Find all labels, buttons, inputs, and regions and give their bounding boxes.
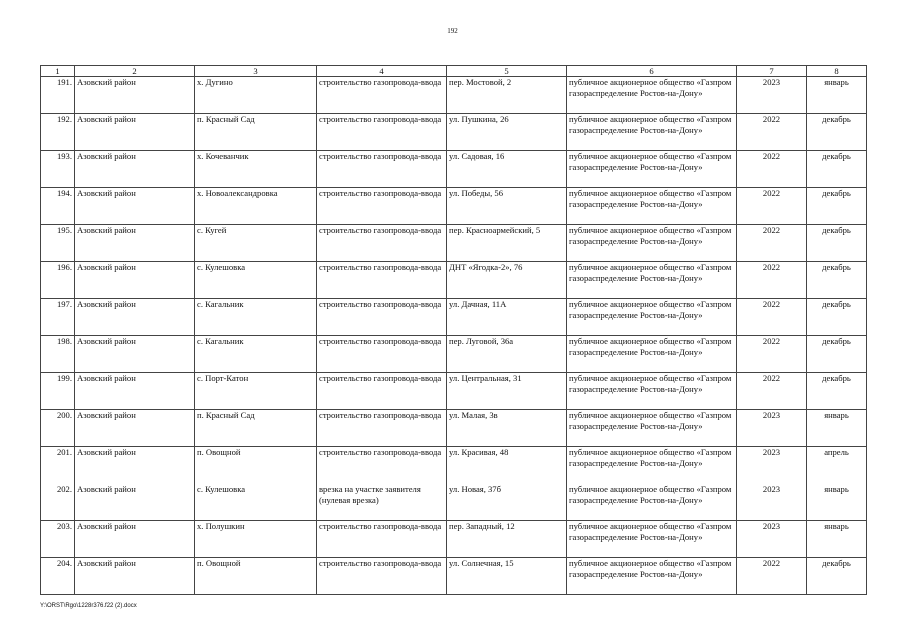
district-cell: Азовский район (75, 484, 195, 521)
table-row (41, 336, 867, 373)
table-row (41, 188, 867, 225)
settlement-cell: с. Кугей (195, 225, 317, 262)
settlement-cell: х. Кочеванчик (195, 151, 317, 188)
settlement-cell: с. Порт-Катон (195, 373, 317, 410)
month-cell: январь (807, 484, 867, 521)
work-type-cell: строительство газопровода-ввода (317, 558, 447, 595)
column-number-row (41, 66, 867, 77)
file-path-footer: Y:\ORST\Rgo\1228r376.f22 (2).docx (40, 603, 137, 609)
work-type-cell: строительство газопровода-ввода (317, 410, 447, 447)
row-number: 199. (41, 373, 75, 410)
year-cell: 2022 (737, 336, 807, 373)
district-cell: Азовский район (75, 558, 195, 595)
year-cell: 2023 (737, 484, 807, 521)
month-cell: декабрь (807, 225, 867, 262)
year-cell: 2022 (737, 151, 807, 188)
row-number: 193. (41, 151, 75, 188)
work-type-cell: строительство газопровода-ввода (317, 299, 447, 336)
row-number: 200. (41, 410, 75, 447)
work-type-cell: строительство газопровода-ввода (317, 77, 447, 114)
organization-cell: публичное акционерное общество «Газпром газораспределение Ростов-на-Дону» (567, 114, 737, 151)
settlement-cell: х. Новоалександровка (195, 188, 317, 225)
district-cell: Азовский район (75, 410, 195, 447)
row-number: 202. (41, 484, 75, 521)
settlement-cell: п. Красный Сад (195, 410, 317, 447)
address-cell: пер. Красноармейский, 5 (447, 225, 567, 262)
table-row (41, 262, 867, 299)
address-cell: пер. Луговой, 36а (447, 336, 567, 373)
month-cell: апрель (807, 447, 867, 484)
organization-cell: публичное акционерное общество «Газпром газораспределение Ростов-на-Дону» (567, 77, 737, 114)
work-type-cell: строительство газопровода-ввода (317, 521, 447, 558)
column-header: 2 (75, 66, 195, 77)
row-number: 198. (41, 336, 75, 373)
organization-cell: публичное акционерное общество «Газпром газораспределение Ростов-на-Дону» (567, 188, 737, 225)
district-cell: Азовский район (75, 77, 195, 114)
district-cell: Азовский район (75, 151, 195, 188)
district-cell: Азовский район (75, 299, 195, 336)
organization-cell: публичное акционерное общество «Газпром газораспределение Ростов-на-Дону» (567, 225, 737, 262)
settlement-cell: х. Дугино (195, 77, 317, 114)
district-cell: Азовский район (75, 114, 195, 151)
district-cell: Азовский район (75, 225, 195, 262)
row-number: 196. (41, 262, 75, 299)
column-header: 1 (41, 66, 75, 77)
month-cell: декабрь (807, 336, 867, 373)
row-number: 203. (41, 521, 75, 558)
district-cell: Азовский район (75, 188, 195, 225)
row-number: 204. (41, 558, 75, 595)
table-row (41, 225, 867, 262)
work-type-cell: строительство газопровода-ввода (317, 225, 447, 262)
year-cell: 2023 (737, 77, 807, 114)
organization-cell: публичное акционерное общество «Газпром газораспределение Ростов-на-Дону» (567, 410, 737, 447)
year-cell: 2023 (737, 447, 807, 484)
row-number: 194. (41, 188, 75, 225)
column-header: 8 (807, 66, 867, 77)
month-cell: январь (807, 410, 867, 447)
column-header: 5 (447, 66, 567, 77)
district-cell: Азовский район (75, 521, 195, 558)
address-cell: пер. Мостовой, 2 (447, 77, 567, 114)
address-cell: ДНТ «Ягодка-2», 76 (447, 262, 567, 299)
year-cell: 2022 (737, 373, 807, 410)
month-cell: декабрь (807, 558, 867, 595)
month-cell: декабрь (807, 299, 867, 336)
address-cell: ул. Пушкина, 26 (447, 114, 567, 151)
address-cell: ул. Победы, 56 (447, 188, 567, 225)
settlement-cell: с. Кулешовка (195, 484, 317, 521)
row-number: 192. (41, 114, 75, 151)
year-cell: 2022 (737, 262, 807, 299)
row-number: 201. (41, 447, 75, 484)
settlement-cell: х. Полушкин (195, 521, 317, 558)
address-cell: пер. Западный, 12 (447, 521, 567, 558)
year-cell: 2022 (737, 114, 807, 151)
district-cell: Азовский район (75, 373, 195, 410)
work-type-cell: строительство газопровода-ввода (317, 262, 447, 299)
register-table (40, 65, 867, 595)
table-row (41, 558, 867, 595)
month-cell: декабрь (807, 262, 867, 299)
district-cell: Азовский район (75, 447, 195, 484)
settlement-cell: с. Кулешовка (195, 262, 317, 299)
row-number: 195. (41, 225, 75, 262)
organization-cell: публичное акционерное общество «Газпром газораспределение Ростов-на-Дону» (567, 484, 737, 521)
year-cell: 2022 (737, 188, 807, 225)
settlement-cell: с. Кагальник (195, 336, 317, 373)
organization-cell: публичное акционерное общество «Газпром газораспределение Ростов-на-Дону» (567, 447, 737, 484)
month-cell: декабрь (807, 151, 867, 188)
district-cell: Азовский район (75, 336, 195, 373)
organization-cell: публичное акционерное общество «Газпром газораспределение Ростов-на-Дону» (567, 373, 737, 410)
column-header: 4 (317, 66, 447, 77)
month-cell: декабрь (807, 373, 867, 410)
work-type-cell: строительство газопровода-ввода (317, 188, 447, 225)
organization-cell: публичное акционерное общество «Газпром газораспределение Ростов-на-Дону» (567, 558, 737, 595)
work-type-cell: строительство газопровода-ввода (317, 151, 447, 188)
work-type-cell: строительство газопровода-ввода (317, 114, 447, 151)
table-row (41, 484, 867, 521)
row-number: 197. (41, 299, 75, 336)
month-cell: декабрь (807, 188, 867, 225)
work-type-cell: строительство газопровода-ввода (317, 336, 447, 373)
table-row (41, 299, 867, 336)
table-row (41, 373, 867, 410)
year-cell: 2023 (737, 410, 807, 447)
address-cell: ул. Новая, 37б (447, 484, 567, 521)
address-cell: ул. Солнечная, 15 (447, 558, 567, 595)
district-cell: Азовский район (75, 262, 195, 299)
year-cell: 2022 (737, 225, 807, 262)
table-row (41, 114, 867, 151)
table-row (41, 447, 867, 484)
settlement-cell: п. Овощной (195, 558, 317, 595)
address-cell: ул. Малая, 3в (447, 410, 567, 447)
page-number: 192 (447, 27, 458, 35)
settlement-cell: п. Овощной (195, 447, 317, 484)
year-cell: 2022 (737, 558, 807, 595)
column-header: 3 (195, 66, 317, 77)
month-cell: декабрь (807, 114, 867, 151)
organization-cell: публичное акционерное общество «Газпром газораспределение Ростов-на-Дону» (567, 299, 737, 336)
column-header: 7 (737, 66, 807, 77)
table-row (41, 521, 867, 558)
work-type-cell: врезка на участке заявителя (нулевая врезка) (317, 484, 447, 521)
organization-cell: публичное акционерное общество «Газпром газораспределение Ростов-на-Дону» (567, 262, 737, 299)
month-cell: январь (807, 521, 867, 558)
settlement-cell: п. Красный Сад (195, 114, 317, 151)
address-cell: ул. Садовая, 16 (447, 151, 567, 188)
organization-cell: публичное акционерное общество «Газпром газораспределение Ростов-на-Дону» (567, 151, 737, 188)
organization-cell: публичное акционерное общество «Газпром газораспределение Ростов-на-Дону» (567, 521, 737, 558)
year-cell: 2023 (737, 521, 807, 558)
work-type-cell: строительство газопровода-ввода (317, 447, 447, 484)
month-cell: январь (807, 77, 867, 114)
work-type-cell: строительство газопровода-ввода (317, 373, 447, 410)
address-cell: ул. Дачная, 11А (447, 299, 567, 336)
row-number: 191. (41, 77, 75, 114)
table-row (41, 77, 867, 114)
year-cell: 2022 (737, 299, 807, 336)
organization-cell: публичное акционерное общество «Газпром газораспределение Ростов-на-Дону» (567, 336, 737, 373)
table-row (41, 410, 867, 447)
table-row (41, 151, 867, 188)
column-header: 6 (567, 66, 737, 77)
settlement-cell: с. Кагальник (195, 299, 317, 336)
address-cell: ул. Центральная, 31 (447, 373, 567, 410)
address-cell: ул. Красивая, 48 (447, 447, 567, 484)
